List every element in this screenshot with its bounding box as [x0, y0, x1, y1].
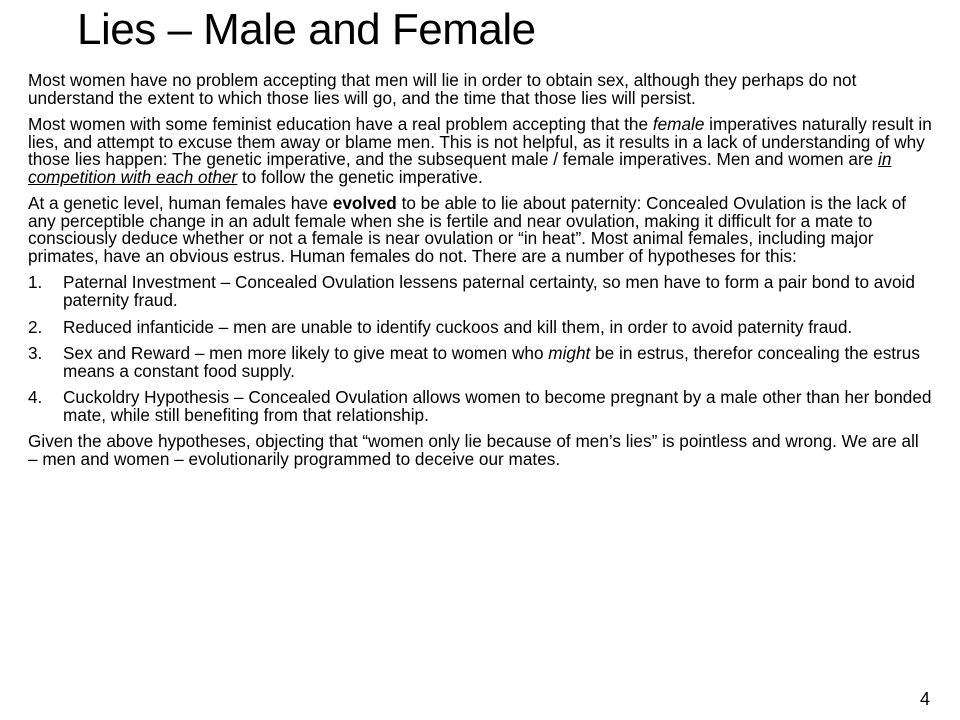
list-item	[28, 345, 933, 380]
paragraph-3	[28, 195, 933, 265]
emphasis-evolved: evolved	[332, 193, 397, 214]
list-number: 4.	[28, 387, 43, 408]
list-item-text: Reduced infanticide – men are unable to identify cuckoos and kill them, in order to avoid paternity fraud.	[63, 316, 853, 337]
slide-title: Lies – Male and Female	[77, 5, 536, 54]
list-item	[28, 316, 933, 337]
slide-number: 4	[919, 689, 930, 709]
emphasis-competition: in competition with each other	[28, 149, 892, 187]
slide-body	[28, 72, 933, 477]
paragraph-2-part-a: Most women with some feminist education have a real problem accepting that the	[28, 114, 653, 135]
list-item	[28, 274, 933, 309]
list-item-text: Cuckoldry Hypothesis – Concealed Ovulation allows women to become pregnant by a male other than her bonded mate, while still benefiting from that relationship.	[63, 387, 932, 425]
hypotheses-list	[28, 274, 933, 424]
list-item	[28, 389, 933, 424]
list-number: 2.	[28, 316, 43, 337]
emphasis-might: might	[548, 343, 591, 364]
list-item-text	[63, 343, 920, 381]
list-item-3-part-a: Sex and Reward – men more likely to give meat to women who	[63, 343, 549, 364]
paragraph-3-part-a: At a genetic level, human females have	[28, 193, 333, 214]
paragraph-2-part-c: to follow the genetic imperative.	[237, 166, 483, 187]
paragraph-2	[28, 116, 933, 186]
list-item-text: Paternal Investment – Concealed Ovulation lessens paternal certainty, so men have to form a pair bond to avoid paternity fraud.	[63, 272, 915, 311]
emphasis-female: female	[652, 114, 705, 135]
list-number: 3.	[28, 343, 43, 364]
list-item-3-part-b: be in estrus, therefor concealing the estrus means a constant food supply.	[63, 343, 920, 381]
paragraph-2-part-b: imperatives naturally result in lies, and attempt to excuse them away or blame men. This is not helpful, as it results in a lack of understanding of why those lies happen: The genetic imperative, and the subsequent male / female imperatives. Men and women are	[28, 114, 932, 170]
paragraph-3-part-b: to be able to lie about paternity: Concealed Ovulation is the lack of any perceptible change in an adult female when she is fertile and near ovulation, making it difficult for a mate to consciously deduce whether or not a female is near ovulation or “in heat”. Most animal females, including major primates, have an obvious estrus. Human females do not. There are a number of hypotheses for this:	[28, 193, 907, 266]
paragraph-4: Given the above hypotheses, objecting that “women only lie because of men’s lies” is pointless and wrong. We are all – men and women – evolutionarily programmed to deceive our mates.	[28, 431, 919, 469]
paragraph-1: Most women have no problem accepting that men will lie in order to obtain sex, although they perhaps do not understand the extent to which those lies will go, and the time that those lies will persist.	[28, 70, 857, 108]
list-number: 1.	[28, 272, 43, 293]
